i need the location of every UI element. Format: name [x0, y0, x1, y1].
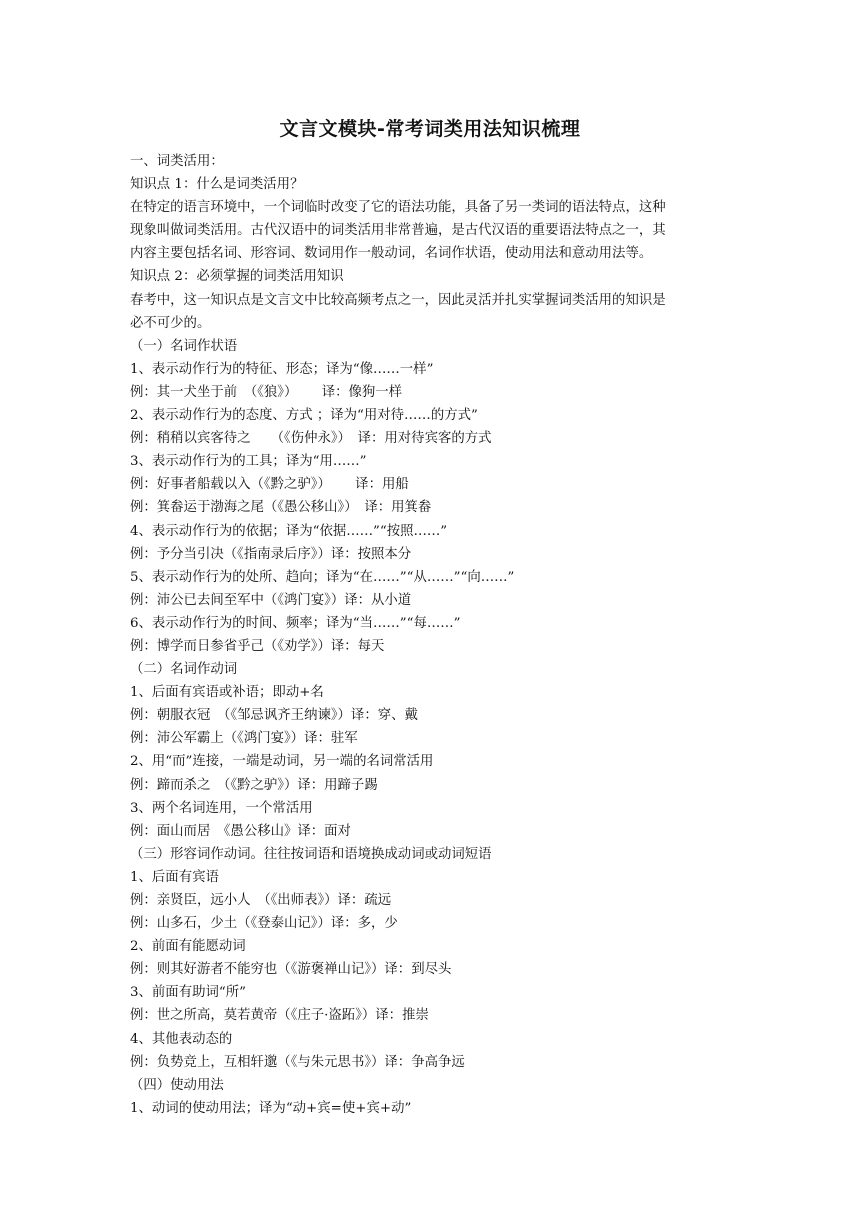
text-line: 例：蹄而杀之 （《黔之驴》）译：用蹄子踢	[130, 777, 378, 793]
text-line: 2、用“而”连接，一端是动词，另一端的名词常活用	[130, 754, 434, 770]
text-line: 必不可少的。	[130, 315, 211, 331]
text-line: 1、后面有宾语或补语；即动+名	[130, 685, 324, 701]
text-line: 在特定的语言环境中，一个词临时改变了它的语法功能，具备了另一类词的语法特点，这种	[130, 200, 666, 216]
text-line: 6、表示动作行为的时间、频率；译为“当……”“每……”	[130, 615, 461, 631]
text-line: 例：亲贤臣，远小人 （《出师表》）译：疏远	[130, 893, 392, 908]
text-line: 例：世之所高，莫若黄帝（《庄子·盗跖》）译：推崇	[130, 1008, 429, 1024]
text-line: 5、表示动作行为的处所、趋向；译为“在……”“从……”“向……”	[130, 569, 515, 585]
text-line: 现象叫做词类活用。古代汉语中的词类活用非常普遍，是古代汉语的重要语法特点之一，其	[130, 223, 666, 239]
text-line: 例：负势竞上，互相轩邈（《与朱元思书》）译：争高争远	[130, 1054, 465, 1070]
document-title: 文言文模块-常考词类用法知识梳理	[279, 118, 581, 140]
text-line: 2、表示动作行为的态度、方式 ；译为“用对待……的方式”	[130, 408, 478, 424]
text-line: 知识点 2：必须掌握的词类活用知识	[130, 269, 344, 285]
text-line: 1、动词的使动用法；译为“动+宾=使+宾+动”	[130, 1100, 412, 1116]
text-line: 知识点 1：什么是词类活用？	[130, 177, 304, 193]
text-line: 3、两个名词连用，一个常活用	[130, 800, 313, 816]
text-line: 例：朝服衣冠 （《邹忌讽齐王纳谏》）译：穿、戴	[130, 708, 418, 724]
text-line: 1、表示动作行为的特征、形态；译为“像……一样”	[130, 361, 434, 377]
text-line: 例：沛公军霸上（《鸿门宴》）译：驻军	[130, 731, 358, 747]
text-line: （三）形容词作动词。往往按词语和语境换成动词或动词短语	[130, 846, 492, 862]
text-line: 例：好事者船载以入（《黔之驴》） 译：用船	[130, 477, 409, 493]
text-line: 例：稍稍以宾客待之 （《伤仲永》） 译：用对待宾客的方式	[130, 431, 492, 447]
document-body	[130, 150, 740, 1120]
text-line: 3、表示动作行为的工具；译为“用……”	[130, 454, 367, 470]
text-line: 例：予分当引决（《指南录后序》）译：按照本分	[130, 546, 412, 562]
text-line: 春考中，这一知识点是文言文中比较高频考点之一，因此灵活并扎实掌握词类活用的知识是	[130, 292, 666, 308]
text-line: 例：其一犬坐于前 （《狼》） 译：像狗一样	[130, 384, 403, 400]
text-line: 3、前面有助词“所”	[130, 985, 246, 1001]
text-line: 例：则其好游者不能穷也（《游褒禅山记》）译：到尽头	[130, 962, 452, 978]
text-line: 例：博学而日参省乎己（《劝学》）译：每天	[130, 638, 385, 654]
text-line: （四）使动用法	[130, 1077, 224, 1093]
text-line: 2、前面有能愿动词	[130, 939, 246, 955]
text-line: 例：面山而居 《愚公移山》译：面对	[130, 823, 351, 839]
text-line: （二）名词作动词	[130, 662, 238, 678]
text-line: 1、后面有宾语	[130, 869, 219, 885]
text-line: （一）名词作状语	[130, 338, 238, 354]
text-line: 例：沛公已去间至军中（《鸿门宴》）译：从小道	[130, 592, 412, 608]
text-line: 4、表示动作行为的依据；译为“依据……”“按照……”	[130, 523, 448, 539]
text-line: 内容主要包括名词、形容词、数词用作一般动词，名词作状语，使动用法和意动用法等。	[130, 246, 653, 262]
text-line: 4、其他表动态的	[130, 1031, 233, 1047]
text-line: 一、词类活用：	[130, 154, 224, 169]
text-line: 例：箕畚运于渤海之尾（《愚公移山》） 译：用箕畚	[130, 500, 432, 516]
text-line: 例：山多石，少土（《登泰山记》）译：多，少	[130, 916, 398, 932]
